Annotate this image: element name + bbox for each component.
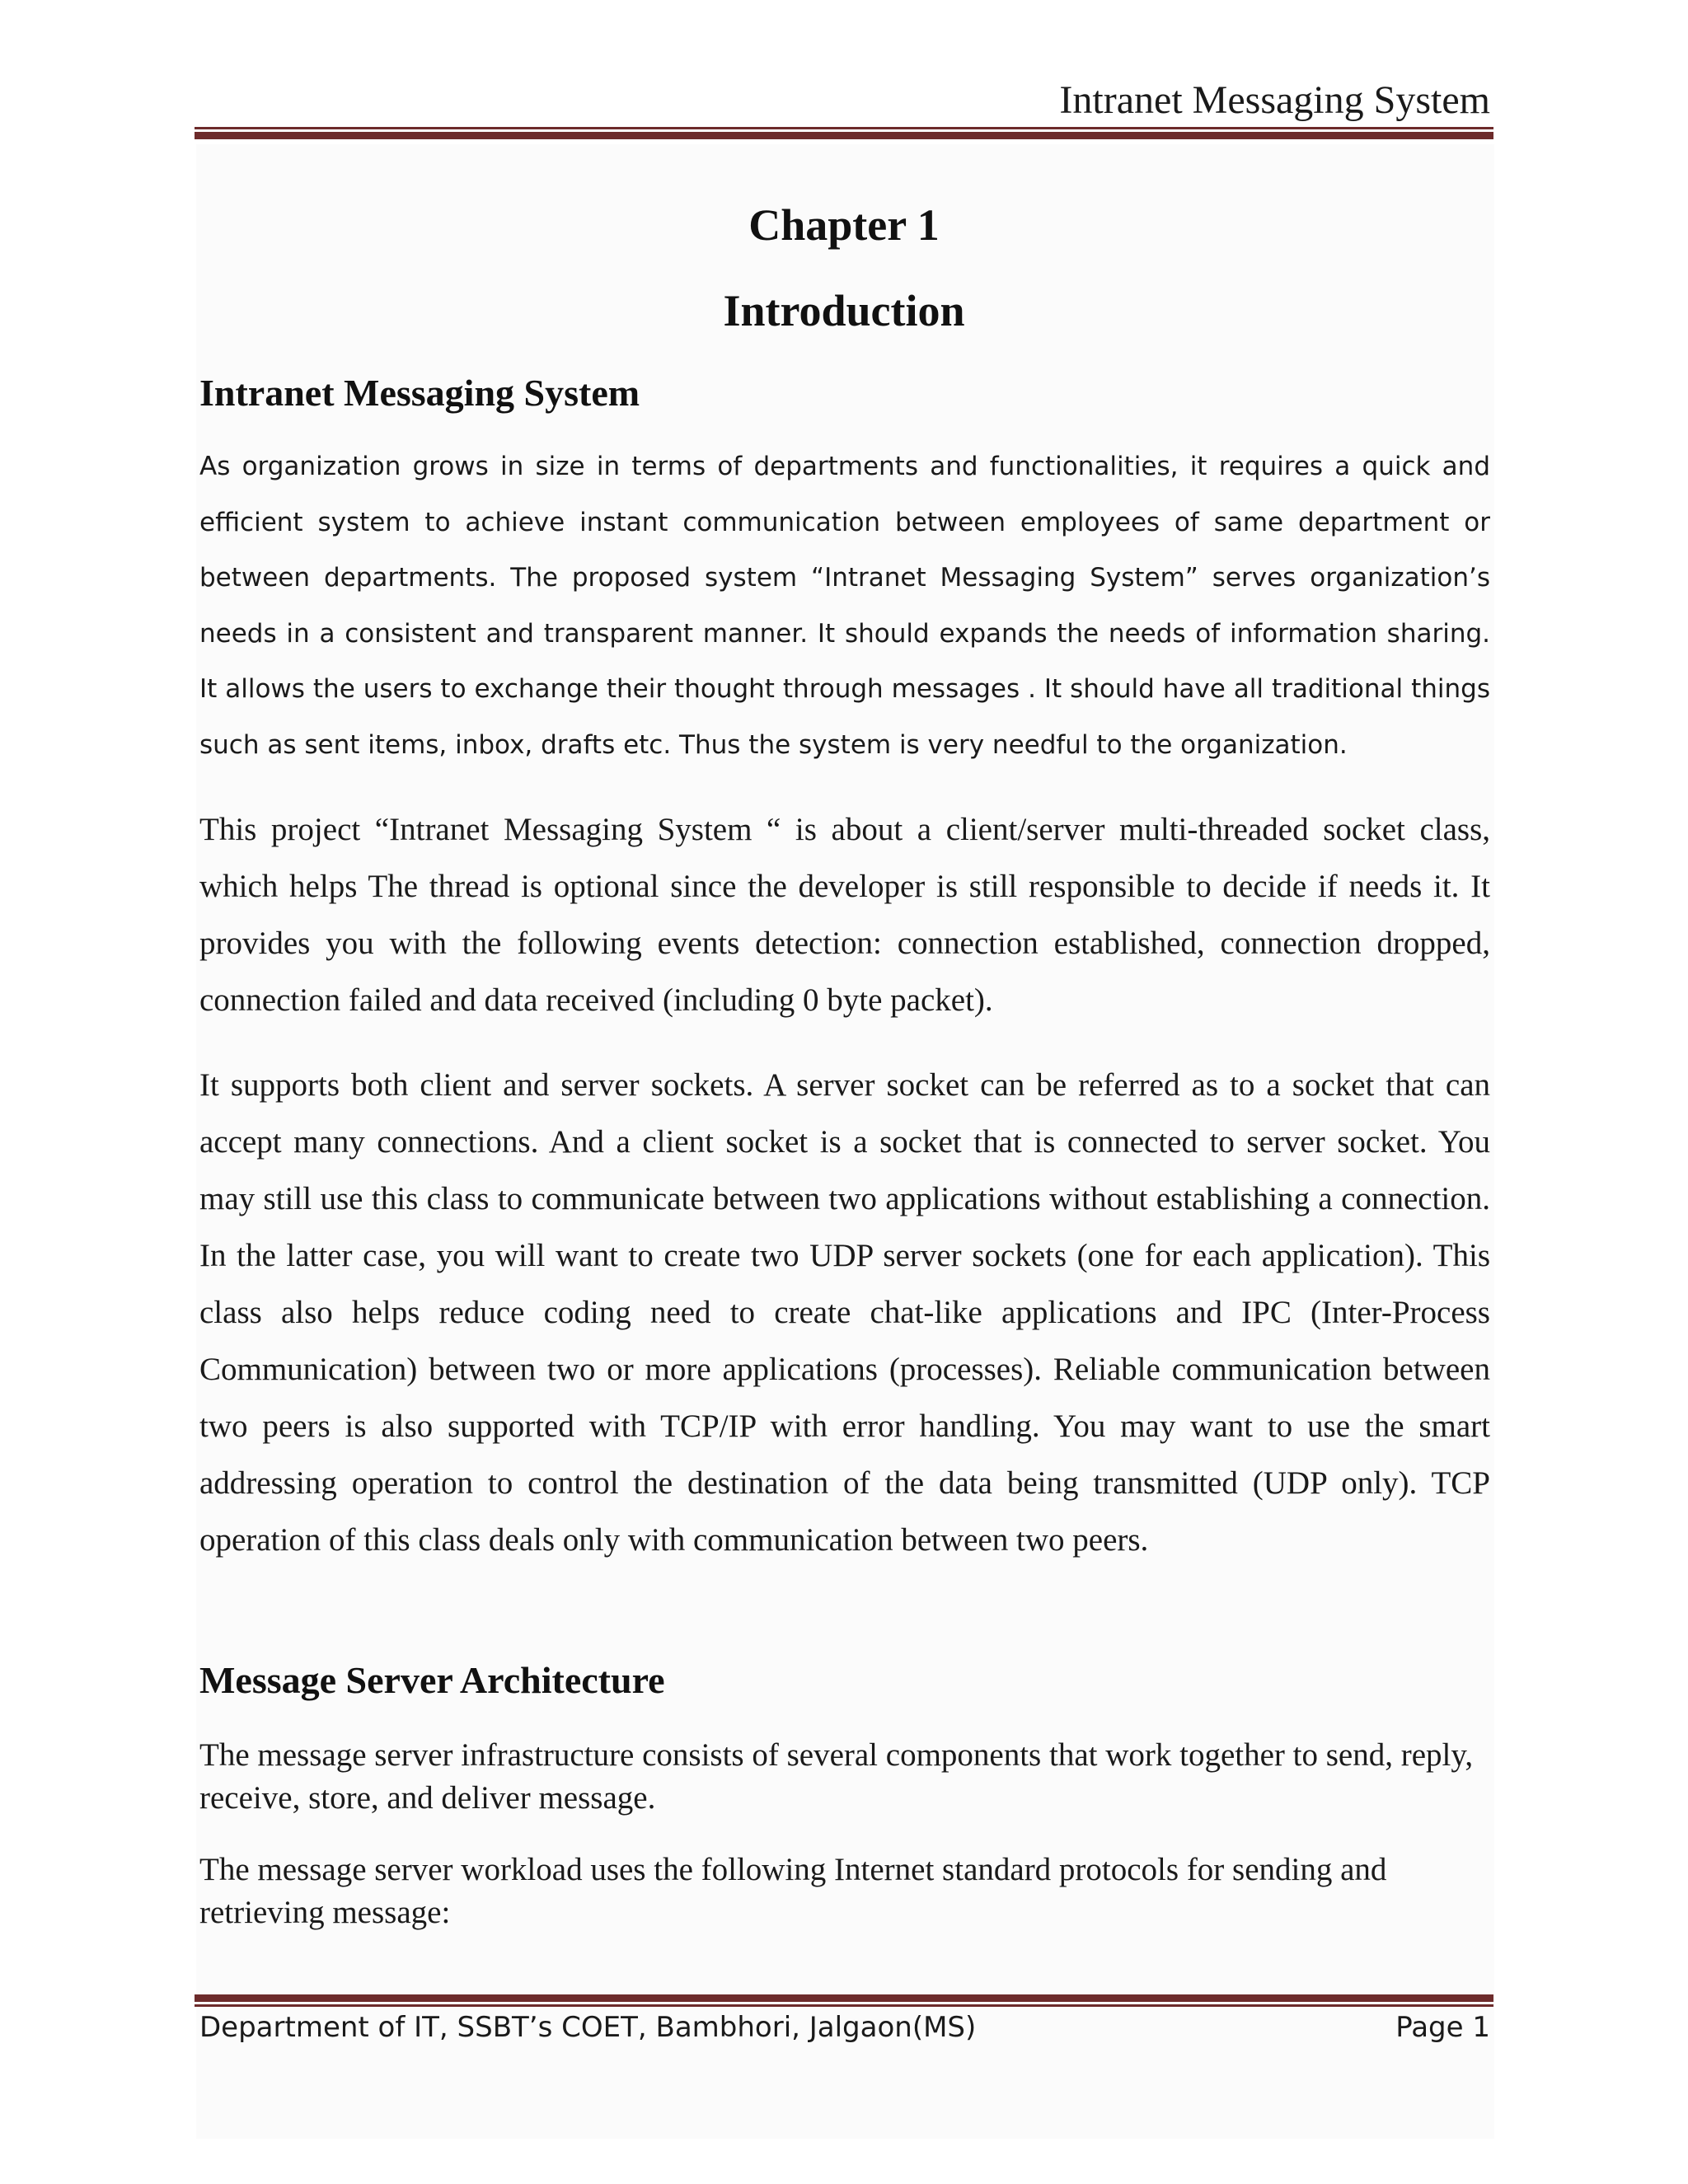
paragraph-architecture-1: The message server infrastructure consists of several components that work together to send, reply, receive, store, and deliver message.: [199, 1737, 1474, 1816]
footer-rule-thick: [195, 1994, 1493, 2002]
paragraph-project: This project “Intranet Messaging System “ is about a client/server multi-threaded socket class, which helps The thread is optional since the developer is still responsible to decide if needs it. It provides you with the following events detection: connection established, connection dropped, connection failed and data received (including 0 byte packet).: [199, 812, 1490, 1018]
header-rule-thick: [195, 132, 1493, 139]
chapter-number: Chapter 1: [748, 200, 940, 250]
section-heading-architecture: Message Server Architecture: [199, 1659, 665, 1701]
header-rule-thin: [195, 127, 1493, 129]
section-heading-intranet: Intranet Messaging System: [199, 372, 640, 414]
running-header: Intranet Messaging System: [1059, 78, 1490, 122]
footer-page-number: Page 1: [1395, 2011, 1490, 2044]
chapter-title: Introduction: [723, 286, 965, 335]
paragraph-sockets: It supports both client and server sockets. A server socket can be referred as to a socket that can accept many connections. And a client socket is a socket that is connected to server socket. You may still use this class to communicate between two applications without establishing a connection. In the latter case, you will want to create two UDP server sockets (one for each application). This class also helps reduce coding need to create chat-like applications and IPC (Inter-Process Communication) between two or more applications (processes). Reliable communication between two peers is also supported with TCP/IP with error handling. You may want to use the smart addressing operation to control the destination of the data being transmitted (UDP only). TCP operation of this class deals only with communication between two peers.: [199, 1067, 1490, 1558]
paragraph-architecture-2: The message server workload uses the following Internet standard protocols for sending and retrieving message:: [199, 1852, 1387, 1930]
paragraph-intro: As organization grows in size in terms of departments and functionalities, it requires a quick and efficient system to achieve instant communication between employees of same department or between departments. The proposed system “Intranet Messaging System” serves organization’s needs in a consistent and transparent manner. It should expands the needs of information sharing. It allows the users to exchange their thought through messages . It should have all traditional things such as sent items, inbox, drafts etc. Thus the system is very needful to the organization.: [199, 452, 1490, 760]
footer-rule-thin: [195, 2004, 1493, 2007]
footer-department: Department of IT, SSBT’s COET, Bambhori, Jalgaon(MS): [199, 2011, 977, 2044]
